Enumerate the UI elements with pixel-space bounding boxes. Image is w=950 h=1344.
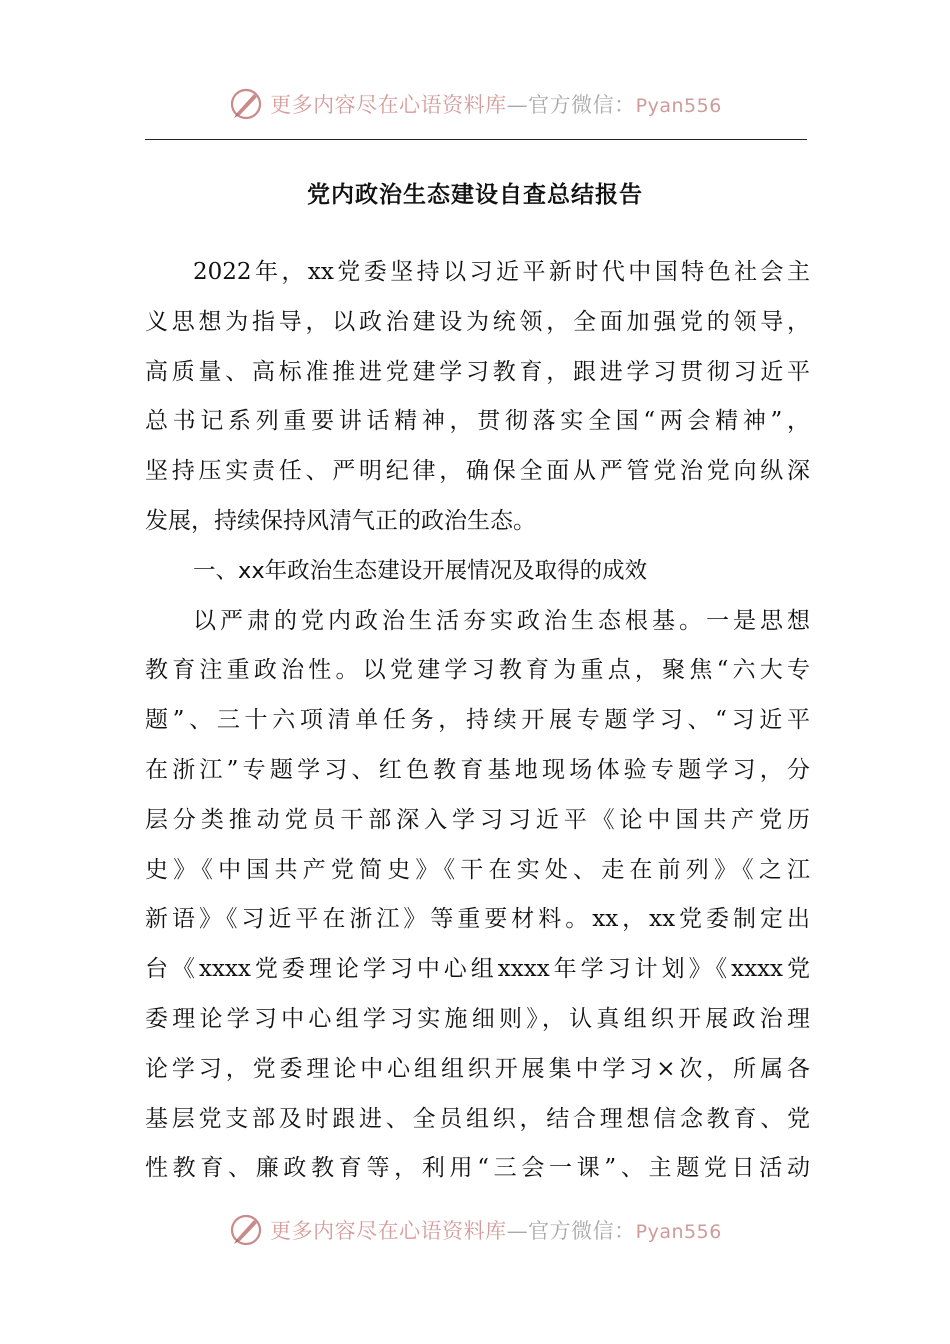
document-title: 党内政治生态建设自查总结报告 <box>307 182 643 208</box>
body-line: 性教育、廉政教育等，利用“三会一课”、主题党日活动 <box>145 1155 810 1182</box>
watermark-banner-top <box>0 84 950 124</box>
watermark-dash: — <box>506 93 529 117</box>
body-line: 新语》《习近平在浙江》等重要材料。xx，xx党委制定出 <box>145 906 810 933</box>
body-line: 高质量、高标准推进党建学习教育，跟进学习贯彻习近平 <box>145 358 810 385</box>
watermark-wechat-id: Pyan556 <box>635 95 722 117</box>
body-line: 在浙江”专题学习、红色教育基地现场体验专题学习，分 <box>145 756 810 783</box>
watermark-site-name: 更多内容尽在心语资料库 <box>270 93 507 117</box>
watermark-text <box>270 1215 722 1245</box>
watermark-banner-bottom <box>0 1210 950 1250</box>
watermark-wechat-id: Pyan556 <box>635 1221 722 1243</box>
body-line: 义思想为指导，以政治建设为统领，全面加强党的领导， <box>145 308 810 335</box>
watermark-site-name: 更多内容尽在心语资料库 <box>270 1219 507 1243</box>
body-line: 题”、三十六项清单任务，持续开展专题学习、“习近平 <box>145 707 810 734</box>
document-body <box>145 248 810 1194</box>
body-line: 2022年，xx党委坚持以习近平新时代中国特色社会主 <box>193 259 810 285</box>
body-line: 教育注重政治性。以党建学习教育为重点，聚焦“六大专 <box>145 657 810 684</box>
body-line: 发展，持续保持风清气正的政治生态。 <box>145 507 536 534</box>
body-line: 委理论学习中心组学习实施细则》，认真组织开展政治理 <box>145 1005 810 1032</box>
body-line: 论学习，党委理论中心组组织开展集中学习×次，所属各 <box>145 1055 810 1082</box>
body-line: 坚持压实责任、严明纪律，确保全面从严管党治党向纵深 <box>145 458 810 485</box>
watermark-dash: — <box>506 1219 529 1243</box>
section-heading: 一、xx年政治生态建设开展情况及取得的成效 <box>193 557 648 584</box>
body-line: 以严肃的党内政治生活夯实政治生态根基。一是思想 <box>193 607 810 634</box>
body-line: 史》《中国共产党简史》《干在实处、走在前列》《之江 <box>145 856 810 883</box>
watermark-wechat-label: 官方微信： <box>528 93 636 117</box>
watermark-text <box>270 89 722 119</box>
body-line: 基层党支部及时跟进、全员组织，结合理想信念教育、党 <box>145 1105 810 1132</box>
quill-logo-icon <box>228 86 264 122</box>
body-line: 台《xxxx党委理论学习中心组xxxx年学习计划》《xxxx党 <box>145 956 810 983</box>
body-line: 层分类推动党员干部深入学习习近平《论中国共产党历 <box>145 806 810 833</box>
body-line: 总书记系列重要讲话精神，贯彻落实全国“两会精神”， <box>145 408 810 435</box>
quill-logo-icon <box>228 1212 264 1248</box>
header-divider <box>145 139 807 140</box>
watermark-wechat-label: 官方微信： <box>528 1219 636 1243</box>
